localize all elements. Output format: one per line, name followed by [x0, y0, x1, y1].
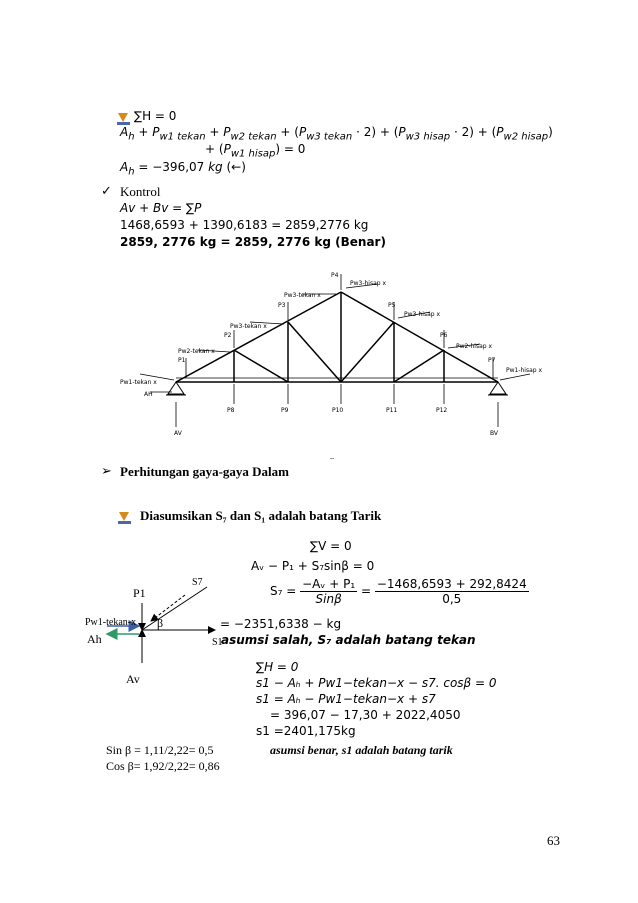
check-icon: ✓ [101, 183, 112, 198]
sumH-line1: $A_h + P_{w1 tekan} + P_{w2 tekan} + (P_{w3 tekan} \cdot 2) + (P_{w3 hisap} \cdot 2) + (P_{w2 hisap})$ [120, 125, 553, 143]
diagram-caption: -- [330, 455, 335, 462]
bullet-icon [118, 512, 132, 524]
sumV-title: ∑V = 0 [310, 539, 352, 553]
load-p11: P11 [386, 407, 398, 414]
assumption-heading: Diasumsikan S₇ dan S₁ adalah batang Tarik [140, 508, 382, 523]
fraction-numeric [375, 577, 529, 606]
kontrol-values: 1468,6593 + 1390,6183 = 2859,2776 kg [120, 218, 369, 232]
sumH-result: $A_h = -396,07$ kg (←) [120, 160, 246, 178]
free-body-diagram [85, 575, 235, 685]
wind-pw3-tekan-b: Pw3-tekan x [284, 292, 321, 299]
truss-diagram [110, 262, 570, 462]
section-heading: Perhitungan gaya-gaya Dalam [120, 464, 289, 479]
load-p1: P1 [178, 357, 186, 364]
s7-line [142, 587, 207, 630]
sumH2-title: ∑H = 0 [256, 660, 299, 674]
load-p4: P4 [331, 272, 339, 279]
fb-s1-label: S1 [212, 637, 223, 648]
load-p6: P6 [440, 332, 448, 339]
sumH2-eq3: = 396,07 − 17,30 + 2022,4050 [270, 708, 461, 722]
frac1-num: −Aᵥ + P₁ [302, 577, 356, 591]
truss-labels [120, 272, 542, 462]
kontrol-label: Kontrol [120, 184, 161, 199]
arrow-bullet-icon: ➢ [101, 463, 112, 478]
bullet-icon [117, 113, 131, 125]
sumH2-eq1: s1 − Aₕ + Pw1−tekan−x − s7. cosβ = 0 [256, 676, 497, 690]
sumV-eq1: Aᵥ − P₁ + S₇sinβ = 0 [251, 559, 375, 573]
reaction-av: AV [174, 430, 182, 437]
fb-ah-label: Ah [87, 632, 102, 646]
cos-beta: Cos β= 1,92/2,22= 0,86 [106, 759, 220, 773]
load-p12: P12 [436, 407, 448, 414]
load-p2: P2 [224, 332, 232, 339]
frac2-den: 0,5 [442, 592, 462, 606]
fb-p1-label: P1 [133, 586, 146, 600]
load-p3: P3 [278, 302, 286, 309]
sumH2-eq2: s1 = Aₕ − Pw1−tekan−x + s7 [256, 692, 436, 706]
s7-lhs: S₇ = [270, 584, 297, 598]
kontrol-eq: Av + Bv = ∑P [120, 201, 202, 215]
assumption-bullet [118, 509, 132, 528]
sumV-result: = −2351,6338 − kg [220, 617, 342, 631]
kontrol-check: 2859, 2776 kg = 2859, 2776 kg (Benar) [120, 235, 386, 249]
trig-conclusion: asumsi benar, s1 adalah batang tarik [270, 743, 453, 757]
sumV-conclusion: asumsi salah, S₇ adalah batang tekan [221, 633, 476, 647]
wind-pw1-tekan: Pw1-tekan x [120, 379, 157, 386]
page-number: 63 [547, 833, 560, 848]
frac2-num: −1468,6593 + 292,8424 [376, 577, 527, 591]
wind-pw2-tekan: Pw2-tekan x [178, 348, 215, 355]
fb-pw-label: Pw1-tekan-x [85, 617, 137, 628]
fb-s7-label: S7 [192, 577, 203, 588]
fraction-symbolic [300, 577, 357, 606]
free-body-labels [85, 577, 223, 685]
wind-pw3-hisap-a: Pw3-hisap x [350, 280, 387, 287]
reaction-bv: BV [490, 430, 499, 437]
sumH-line2: + $(P_{w1 hisap}) = 0$ [205, 142, 306, 160]
wind-pw2-hisap: Pw2-hisap x [456, 343, 493, 350]
reaction-ah: AH [144, 391, 153, 398]
fb-beta-label: β [157, 616, 164, 630]
sumV-s7: S₇ = $\frac{\text{−Aᵥ + P₁}}{\text{Sinβ}}$ = $\frac{-1468,6593 + 292,8424}{0,5}$ [270, 577, 527, 606]
load-p7: P7 [488, 357, 496, 364]
sumH2-eq4: s1 =2401,175kg [256, 724, 356, 738]
load-p8: P8 [227, 407, 235, 414]
frac1-den: Sinβ [315, 592, 342, 606]
wind-pw3-tekan-a: Pw3-tekan x [230, 323, 267, 330]
sin-beta: Sin β = 1,11/2,22= 0,5 [106, 743, 214, 757]
load-p5: P5 [388, 302, 396, 309]
supports [166, 382, 508, 395]
fb-av-label: Av [126, 672, 140, 685]
wind-pw1-hisap: Pw1-hisap x [506, 367, 543, 374]
load-p9: P9 [281, 407, 289, 414]
wind-pw3-hisap-b: Pw3-hisap x [404, 311, 441, 318]
load-p10: P10 [332, 407, 344, 414]
sumH-title: ∑H = 0 [134, 109, 177, 123]
